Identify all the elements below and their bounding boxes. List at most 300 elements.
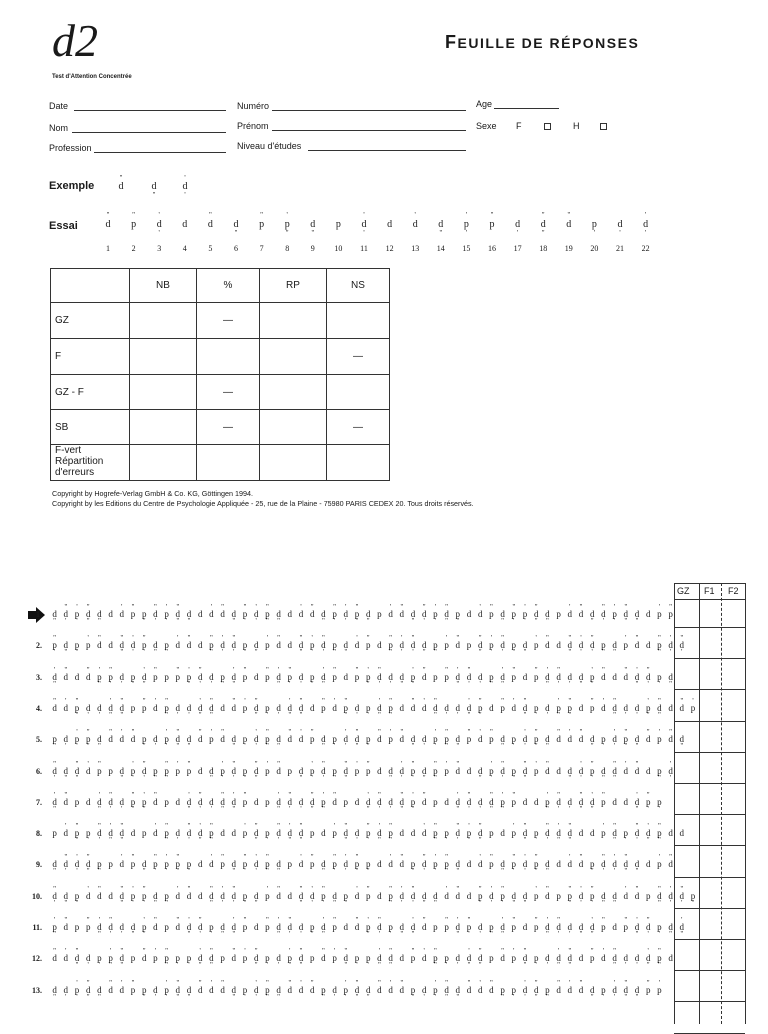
grid-letter: d: [578, 984, 584, 995]
grid-mark-top: ": [97, 634, 101, 643]
grid-mark-top: ': [625, 634, 627, 643]
grid-mark-top: ": [232, 947, 236, 956]
grid-mark-top: ': [535, 759, 537, 768]
grid-answer-cell-gz[interactable]: [675, 787, 698, 816]
grid-answer-cell-f2[interactable]: [722, 725, 744, 754]
grid-answer-cell-gz[interactable]: [675, 600, 698, 629]
grid-mark-bottom: ": [243, 648, 247, 657]
grid-mark-top: ": [176, 916, 180, 924]
grid-letter: d: [63, 984, 69, 995]
grid-mark-bottom: ": [601, 898, 605, 907]
grid-answer-cell-f1[interactable]: [700, 912, 720, 941]
grid-mark-top: ": [86, 665, 90, 674]
grid-mark-bottom: ": [277, 867, 281, 876]
grid-letter: p: [164, 890, 169, 901]
grid-mark-bottom: ": [523, 773, 527, 782]
score-cell[interactable]: [260, 339, 327, 375]
grid-mark-bottom: ": [456, 992, 460, 1001]
grid-mark-top: ': [345, 978, 347, 987]
grid-mark-top: ": [310, 728, 314, 737]
grid-row-number: 2.: [36, 641, 42, 651]
example-mark-bottom: ": [152, 191, 156, 199]
grid-mark-top: ': [53, 665, 56, 674]
grid-mark-top: ": [613, 759, 617, 768]
grid-letter: d: [522, 640, 528, 651]
grid-mark-top: ": [232, 884, 236, 893]
grid-letter: d: [74, 671, 80, 682]
grid-letter: p: [220, 671, 225, 682]
grid-letter: d: [119, 890, 125, 901]
score-cell[interactable]: [260, 303, 327, 339]
grid-mark-bottom: ': [177, 710, 179, 719]
grid-letter: p: [623, 828, 629, 839]
grid-mark-top: ": [265, 978, 269, 987]
grid-mark-bottom: ': [401, 773, 403, 782]
grid-letter: p: [287, 859, 293, 870]
grid-letter: p: [153, 953, 158, 964]
grid-letter: p: [533, 765, 539, 776]
grid-letter: p: [533, 640, 539, 651]
grid-answer-cell-gz[interactable]: [675, 850, 698, 879]
numero-field[interactable]: [272, 110, 466, 111]
grid-mark-bottom: ": [422, 898, 426, 907]
grid-letter: p: [365, 671, 371, 682]
grid-letter: d: [343, 734, 349, 745]
grid-letter: p: [175, 859, 181, 870]
score-cell[interactable]: [260, 410, 327, 445]
grid-answer-cell-gz[interactable]: [675, 694, 698, 723]
grid-mark-top: ': [165, 603, 168, 611]
grid-letter: p: [332, 640, 337, 651]
grid-letter: d: [220, 984, 225, 995]
grid-letter: p: [657, 609, 662, 619]
grid-mark-top: ": [176, 853, 180, 862]
grid-letter: p: [511, 859, 517, 870]
grid-letter: d: [489, 890, 494, 901]
grid-mark-top: ': [647, 822, 649, 831]
grid-letter: d: [108, 984, 113, 995]
grid-mark-bottom: ': [468, 679, 470, 688]
grid-answer-cell-f1[interactable]: [700, 881, 720, 910]
grid-letter: d: [421, 702, 427, 713]
grid-letter: d: [298, 859, 304, 870]
grid-mark-bottom: ": [109, 710, 113, 719]
grid-letter: p: [455, 609, 461, 619]
grid-letter: d: [466, 984, 472, 995]
grid-letter: p: [511, 796, 517, 807]
grid-letter: p: [645, 702, 651, 713]
grid-answer-cell-f2[interactable]: [722, 694, 744, 723]
grid-letter: d: [175, 796, 181, 807]
grid-mark-top: ': [188, 916, 190, 924]
age-field[interactable]: [494, 108, 559, 109]
grid-mark-bottom: ": [613, 898, 617, 907]
grid-mark-bottom: ": [344, 710, 348, 719]
trial-number: 12: [385, 244, 394, 253]
grid-mark-bottom: ": [254, 961, 258, 970]
score-cell[interactable]: [130, 445, 197, 481]
grid-letter: d: [354, 828, 360, 839]
prenom-field[interactable]: [272, 130, 466, 131]
sexe-f-checkbox[interactable]: [544, 123, 551, 130]
score-cell[interactable]: [130, 375, 197, 410]
grid-letter: p: [220, 765, 225, 776]
grid-letter: d: [321, 765, 326, 776]
grid-mark-top: ": [142, 947, 146, 956]
example-letter: d: [151, 181, 157, 192]
grid-letter: p: [220, 953, 225, 964]
grid-answer-cell-f1[interactable]: [700, 725, 720, 754]
grid-letter: p: [332, 734, 337, 745]
date-field[interactable]: [74, 110, 226, 111]
grid-letter: d: [634, 890, 640, 901]
grid-letter: d: [645, 922, 651, 932]
grid-letter: d: [343, 859, 349, 870]
grid-mark-top: ': [569, 978, 571, 987]
grid-mark-top: ": [97, 822, 101, 831]
grid-mark-top: ": [534, 728, 538, 737]
score-cell[interactable]: [130, 410, 197, 445]
grid-mark-bottom: ": [355, 617, 359, 625]
grid-mark-bottom: ': [524, 867, 526, 876]
grid-letter: d: [186, 890, 192, 901]
grid-answer-cell-gz[interactable]: [675, 756, 698, 785]
grid-answer-cell-f1[interactable]: [700, 756, 720, 785]
grid-mark-bottom: ": [310, 804, 314, 813]
grid-mark-bottom: ": [232, 867, 236, 876]
grid-letter: p: [657, 984, 662, 995]
grid-mark-bottom: ": [568, 710, 572, 719]
grid-letter: p: [466, 828, 472, 839]
grid-letter: p: [130, 953, 136, 964]
trial-number: 10: [334, 244, 343, 253]
grid-answer-cell-gz[interactable]: [675, 631, 698, 660]
score-cell[interactable]: [327, 375, 390, 410]
grid-letter: d: [410, 890, 416, 901]
grid-letter: d: [455, 734, 461, 745]
grid-answer-cell-f1[interactable]: [700, 600, 720, 629]
grid-mark-top: ": [523, 947, 527, 956]
grid-letter: d: [343, 922, 349, 932]
grid-mark-top: ': [244, 822, 246, 831]
grid-mark-top: ': [434, 603, 437, 611]
grid-letter: d: [287, 984, 293, 995]
grid-mark-top: ': [345, 603, 347, 611]
score-cell[interactable]: —: [197, 375, 260, 410]
grid-mark-top: ": [86, 728, 90, 737]
trial-number: 22: [641, 244, 650, 253]
grid-letter: p: [365, 640, 371, 651]
d2-logo: d2: [52, 15, 98, 66]
grid-answer-cell-gz[interactable]: [675, 725, 698, 754]
grid-mark-top: ": [579, 853, 583, 862]
grid-letter: d: [679, 922, 685, 932]
grid-mark-bottom: ': [479, 679, 481, 688]
grid-mark-bottom: ": [467, 961, 471, 970]
score-cell[interactable]: [327, 445, 390, 481]
grid-mark-top: ": [680, 696, 684, 705]
grid-letter: d: [186, 640, 192, 651]
grid-mark-bottom: ": [209, 961, 213, 970]
grid-mark-top: ': [266, 759, 269, 768]
grid-mark-bottom: ': [445, 961, 448, 970]
grid-letter: d: [287, 640, 293, 651]
trial-mark-bottom: ': [593, 229, 596, 237]
grid-answer-cell-f1[interactable]: [700, 818, 720, 847]
grid-mark-top: ": [467, 728, 471, 737]
grid-answer-cell-f1[interactable]: [700, 943, 720, 972]
grid-mark-bottom: ': [569, 804, 571, 813]
score-cell[interactable]: —: [197, 303, 260, 339]
grid-mark-bottom: ": [142, 742, 146, 751]
grid-mark-bottom: ': [613, 742, 616, 751]
grid-mark-top: ": [501, 634, 505, 643]
grid-letter: d: [209, 984, 214, 995]
grid-mark-top: ': [221, 759, 224, 768]
grid-mark-top: ': [513, 947, 515, 956]
grid-mark-top: ': [468, 822, 470, 831]
grid-letter: p: [623, 640, 629, 651]
grid-mark-bottom: ": [64, 648, 68, 657]
score-cell[interactable]: —: [327, 410, 390, 445]
grid-mark-top: ": [344, 696, 348, 705]
grid-answer-cell-f2[interactable]: [722, 600, 744, 629]
grid-mark-bottom: ': [625, 710, 627, 719]
grid-mark-top: ': [53, 790, 56, 799]
grid-answer-cell-gz[interactable]: [675, 943, 698, 972]
grid-letter: d: [108, 640, 113, 651]
grid-mark-top: ': [580, 634, 582, 643]
grid-mark-bottom: ": [657, 710, 661, 719]
grid-mark-top: ': [636, 665, 638, 674]
grid-mark-top: ': [580, 884, 582, 893]
grid-letter: d: [679, 640, 685, 651]
grid-mark-bottom: ": [478, 898, 482, 907]
grid-mark-top: ": [142, 634, 146, 643]
grid-mark-top: ": [176, 978, 180, 987]
score-cell[interactable]: [260, 445, 327, 481]
grid-letter: d: [175, 922, 181, 932]
grid-answer-cell-f2[interactable]: [722, 818, 744, 847]
grid-answer-cell-f2[interactable]: [722, 881, 744, 910]
grid-letter: d: [276, 765, 281, 776]
grid-mark-bottom: ': [121, 804, 123, 813]
trial-letter: d: [566, 219, 572, 230]
grid-mark-top: ": [523, 759, 527, 768]
grid-answer-cell-f2[interactable]: [722, 974, 744, 1003]
grid-mark-bottom: ": [176, 617, 180, 625]
grid-letter: p: [265, 828, 270, 839]
grid-mark-top: ": [557, 665, 561, 674]
grid-letter: p: [242, 890, 248, 901]
grid-letter: d: [108, 922, 113, 932]
niveau-field[interactable]: [308, 150, 466, 151]
grid-mark-top: ": [501, 884, 505, 893]
score-cell[interactable]: [260, 375, 327, 410]
grid-row-divider: [674, 1033, 745, 1034]
grid-mark-bottom: ": [97, 742, 101, 751]
grid-letter: d: [209, 859, 214, 870]
grid-answer-cell-gz[interactable]: [675, 912, 698, 941]
trial-number: 5: [208, 244, 213, 253]
grid-letter: d: [321, 640, 326, 651]
nom-field[interactable]: [72, 132, 226, 133]
grid-mark-bottom: ": [321, 742, 325, 751]
score-cell[interactable]: [130, 303, 197, 339]
grid-answer-cell-f2[interactable]: [722, 912, 744, 941]
grid-mark-top: ": [624, 665, 628, 674]
grid-answer-cell-f1[interactable]: [700, 850, 720, 879]
grid-letter: d: [197, 796, 203, 807]
grid-letter: d: [455, 765, 461, 776]
grid-mark-top: ": [243, 790, 247, 799]
score-cell[interactable]: [327, 303, 390, 339]
grid-mark-bottom: ': [434, 867, 437, 876]
grid-letter: d: [354, 796, 360, 807]
grid-mark-top: ": [120, 822, 124, 831]
grid-mark-top: ": [389, 696, 393, 705]
score-cell[interactable]: —: [197, 410, 260, 445]
grid-answer-cell-f1[interactable]: [700, 974, 720, 1003]
grid-letter: d: [153, 640, 158, 651]
grid-letter: p: [657, 671, 662, 682]
grid-mark-bottom: ": [165, 961, 169, 970]
grid-letter: d: [354, 640, 360, 651]
grid-letter: d: [522, 671, 528, 682]
grid-mark-bottom: ": [53, 617, 57, 625]
score-cell[interactable]: —: [327, 339, 390, 375]
grid-mark-top: ": [243, 916, 247, 924]
example-letter: d: [118, 181, 124, 192]
grid-letter: d: [567, 922, 573, 932]
grid-mark-bottom: ': [221, 648, 224, 657]
grid-letter: p: [343, 890, 349, 901]
grid-letter: d: [276, 953, 281, 964]
example-mark-bottom: ': [184, 191, 186, 199]
score-cell[interactable]: [130, 339, 197, 375]
grid-answer-cell-f2[interactable]: [722, 850, 744, 879]
grid-letter: p: [354, 671, 360, 682]
grid-answer-cell-f2[interactable]: [722, 787, 744, 816]
grid-letter: p: [164, 953, 169, 964]
trial-mark-top: ": [541, 211, 545, 219]
grid-answer-cell-f1[interactable]: [700, 694, 720, 723]
grid-letter: p: [85, 828, 91, 839]
grid-mark-bottom: ": [478, 836, 482, 845]
grid-answer-cell-f2[interactable]: [722, 756, 744, 785]
grid-answer-cell-f1[interactable]: [700, 662, 720, 691]
grid-letter: d: [231, 890, 237, 901]
grid-mark-top: ": [142, 759, 146, 768]
grid-letter: d: [377, 890, 382, 901]
grid-mark-bottom: ": [501, 930, 505, 938]
grid-mark-top: ": [489, 790, 493, 799]
score-cell[interactable]: [197, 445, 260, 481]
grid-mark-top: ": [590, 884, 594, 893]
grid-letter: d: [220, 640, 225, 651]
grid-letter: d: [500, 859, 505, 870]
grid-answer-cell-f1[interactable]: [700, 631, 720, 660]
score-header-ns: NS: [327, 269, 390, 303]
grid-mark-top: ": [131, 728, 135, 737]
grid-mark-top: ": [53, 634, 57, 643]
grid-answer-cell-f1[interactable]: [700, 787, 720, 816]
grid-mark-bottom: ": [433, 773, 437, 782]
grid-mark-top: ': [389, 603, 392, 611]
grid-mark-bottom: ': [457, 836, 459, 845]
grid-letter: d: [209, 671, 214, 682]
grid-mark-bottom: ': [513, 992, 515, 1001]
profession-field[interactable]: [94, 152, 226, 153]
grid-mark-bottom: ": [501, 679, 505, 688]
grid-letter: p: [477, 890, 483, 901]
grid-answer-cell-gz[interactable]: [675, 974, 698, 1003]
trial-letter: d: [540, 219, 546, 230]
grid-letter: d: [309, 890, 315, 901]
grid-answer-cell-gz[interactable]: [675, 881, 698, 910]
grid-mark-bottom: ": [433, 898, 437, 907]
grid-letter: d: [522, 702, 528, 713]
grid-letter: d: [253, 734, 259, 745]
grid-letter: d: [545, 953, 550, 964]
trial-number: 19: [564, 244, 573, 253]
grid-answer-cell-f2[interactable]: [722, 662, 744, 691]
score-cell[interactable]: [197, 339, 260, 375]
grid-mark-bottom: ': [501, 773, 504, 782]
grid-mark-top: ": [467, 665, 471, 674]
grid-mark-bottom: ': [557, 804, 560, 813]
grid-letter: d: [153, 890, 158, 901]
grid-mark-top: ': [613, 603, 616, 611]
grid-letter: p: [85, 640, 91, 651]
grid-mark-bottom: ': [412, 898, 414, 907]
grid-mark-top: ": [355, 603, 359, 611]
grid-mark-bottom: ': [87, 836, 89, 845]
grid-mark-top: ': [233, 790, 235, 799]
grid-letter: d: [399, 671, 405, 682]
grid-answer-cell-gz[interactable]: [675, 818, 698, 847]
grid-letter: p: [433, 640, 438, 651]
grid-mark-top: ": [422, 790, 426, 799]
grid-mark-bottom: ": [467, 710, 471, 719]
grid-mark-top: ": [198, 916, 202, 924]
grid-letter: p: [511, 640, 517, 651]
grid-mark-top: ': [210, 853, 213, 862]
grid-letter: d: [545, 640, 550, 651]
grid-answer-cell-f2[interactable]: [722, 631, 744, 660]
grid-letter: d: [231, 640, 237, 651]
trial-number: 16: [488, 244, 496, 253]
grid-letter: p: [108, 859, 113, 870]
grid-answer-cell-gz[interactable]: [675, 662, 698, 691]
grid-letter: d: [52, 953, 57, 964]
grid-letter: p: [164, 828, 169, 839]
grid-letter: d: [634, 609, 640, 619]
grid-answer-cell-f2[interactable]: [722, 943, 744, 972]
grid-letter: d: [321, 953, 326, 964]
grid-mark-bottom: ": [277, 992, 281, 1001]
grid-mark-top: ': [132, 759, 134, 768]
grid-mark-top: ": [568, 634, 572, 643]
grid-letter: d: [578, 828, 584, 839]
sexe-h-checkbox[interactable]: [600, 123, 607, 130]
grid-letter: d: [612, 984, 617, 995]
grid-mark-bottom: ": [321, 679, 325, 688]
grid-letter: d: [97, 922, 102, 932]
grid-mark-top: ': [636, 916, 638, 924]
grid-mark-top: ": [109, 916, 113, 924]
trial-letter: d: [233, 219, 239, 230]
